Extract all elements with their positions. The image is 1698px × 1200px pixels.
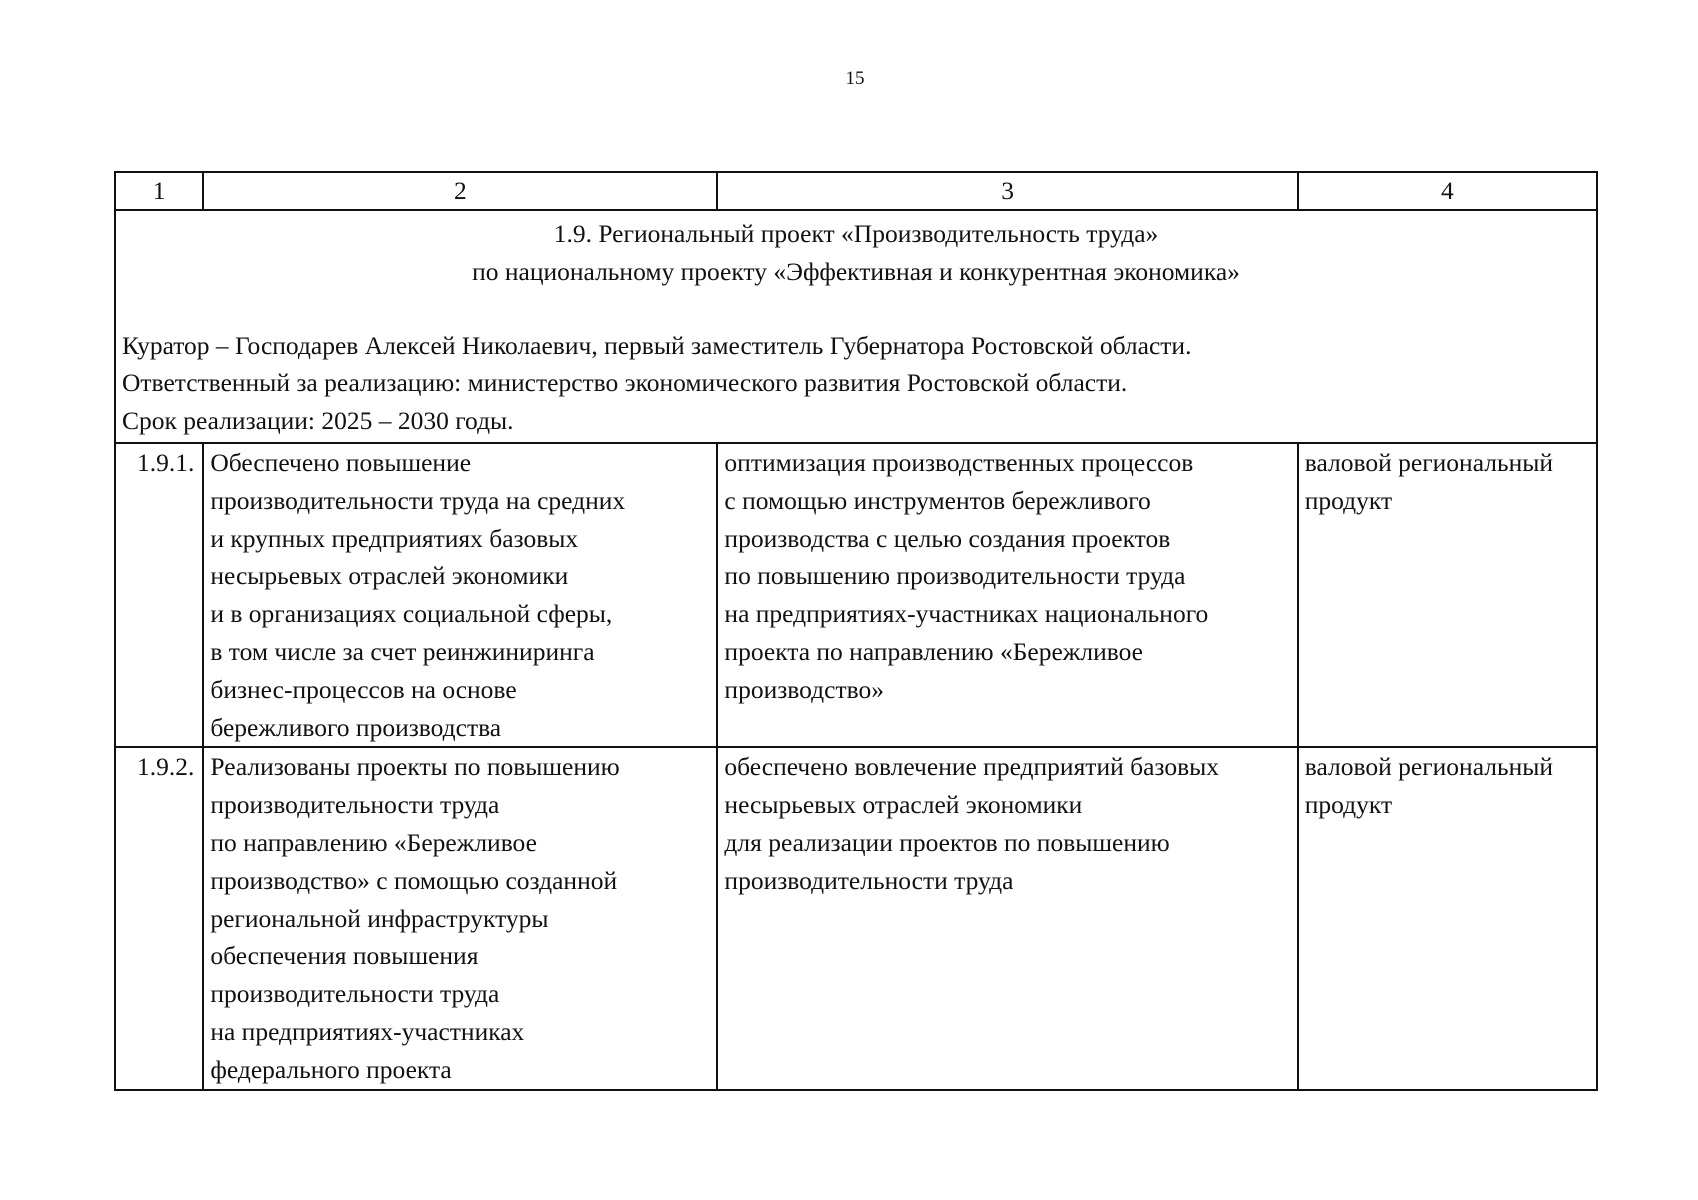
- task-line: на предприятиях-участниках: [210, 1016, 525, 1046]
- row-number: 1.9.1.: [115, 443, 203, 747]
- effect-line: производства с целью создания проектов: [724, 523, 1171, 553]
- task-line: бережливого производства: [210, 712, 502, 742]
- task-line: и крупных предприятиях базовых: [210, 523, 579, 553]
- column-header-2: 2: [203, 172, 717, 210]
- section-title-line-1: 1.9. Региональный проект «Производительность труда»: [553, 219, 1159, 248]
- table-row: [115, 747, 1597, 1089]
- task-line: производительности труда на средних: [210, 485, 626, 515]
- effect-cell: [717, 443, 1297, 747]
- effect-cell: [717, 747, 1297, 1089]
- section-cell: [115, 210, 1597, 443]
- row-number: 1.9.2.: [115, 747, 203, 1089]
- task-line: производительности труда: [210, 979, 500, 1009]
- task-line: несырьевых отраслей экономики: [210, 561, 569, 591]
- effect-line: проекта по направлению «Бережливое: [724, 636, 1143, 666]
- task-line: в том числе за счет реинжиниринга: [210, 636, 595, 666]
- table-row: [115, 443, 1597, 747]
- section-title-line-2: по национальному проекту «Эффективная и конкурентная экономика»: [472, 256, 1240, 286]
- indicator-line: продукт: [1304, 485, 1393, 515]
- effect-line: производство»: [724, 674, 884, 704]
- task-line: производительности труда: [210, 790, 500, 820]
- section-responsible: Ответственный за реализацию: министерство экономического развития Ростовской области.: [122, 368, 1128, 398]
- effect-line: обеспечено вовлечение предприятий базовых: [724, 752, 1220, 782]
- section-row: [115, 210, 1597, 443]
- section-spacer: [122, 291, 1590, 327]
- effect-line: на предприятиях-участниках национального: [724, 599, 1209, 629]
- effect-line: с помощью инструментов бережливого: [724, 485, 1151, 515]
- task-line: по направлению «Бережливое: [210, 827, 537, 857]
- task-line: федерального проекта: [210, 1054, 452, 1084]
- effect-line: для реализации проектов по повышению: [724, 827, 1170, 857]
- page-number: 15: [845, 68, 865, 89]
- section-curator: Куратор – Господарев Алексей Николаевич, первый заместитель Губернатора Ростовской области.: [122, 330, 1192, 360]
- task-line: и в организациях социальной сферы,: [210, 599, 613, 629]
- task-line: обеспечения повышения: [210, 941, 479, 971]
- project-table: [114, 171, 1598, 1091]
- indicator-cell: [1298, 747, 1597, 1089]
- indicator-line: продукт: [1304, 790, 1393, 820]
- indicator-line: валовой региональный: [1304, 752, 1554, 782]
- task-line: Реализованы проекты по повышению: [210, 752, 620, 782]
- indicator-cell: [1298, 443, 1597, 747]
- column-header-3: 3: [717, 172, 1297, 210]
- task-line: Обеспечено повышение: [210, 447, 472, 477]
- column-header-row: [115, 172, 1597, 210]
- column-header-1: 1: [115, 172, 203, 210]
- effect-line: оптимизация производственных процессов: [724, 447, 1194, 477]
- effect-line: несырьевых отраслей экономики: [724, 790, 1083, 820]
- task-line: региональной инфраструктуры: [210, 903, 549, 933]
- task-cell: [203, 443, 717, 747]
- column-header-4: 4: [1298, 172, 1597, 210]
- task-line: производство» с помощью созданной: [210, 865, 618, 895]
- indicator-line: валовой региональный: [1304, 447, 1554, 477]
- task-line: бизнес-процессов на основе: [210, 674, 517, 704]
- task-cell: [203, 747, 717, 1089]
- effect-line: по повышению производительности труда: [724, 561, 1186, 591]
- section-term: Срок реализации: 2025 – 2030 годы.: [122, 406, 514, 436]
- effect-line: производительности труда: [724, 865, 1014, 895]
